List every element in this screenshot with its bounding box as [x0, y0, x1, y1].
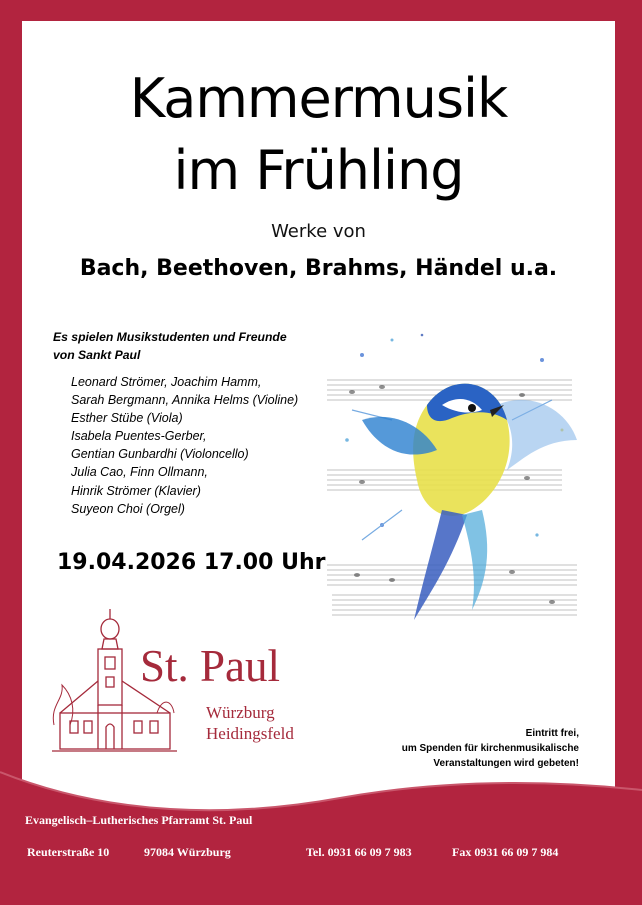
footer-fax: Fax 0931 66 09 7 984 — [452, 845, 559, 859]
admission-line: um Spenden für kirchenmusikalische — [401, 743, 579, 754]
musician-line: Hinrik Strömer (Klavier) — [71, 483, 201, 498]
footer-phone: Tel. 0931 66 09 7 983 — [306, 845, 412, 859]
logo-city-line: Heidingsfeld — [206, 724, 294, 743]
admission-line: Eintritt frei, — [525, 728, 579, 739]
musician-line: Sarah Bergmann, Annika Helms (Violine) — [71, 393, 299, 408]
musician-line: Gentian Gunbardhi (Violoncello) — [71, 447, 249, 462]
logo-city — [206, 702, 294, 744]
composers: Bach, Beethoven, Brahms, Händel u.a. — [79, 256, 558, 281]
musician-line: Julia Cao, Finn Ollmann, — [71, 465, 208, 480]
title-line-2: im Frühling — [173, 139, 464, 202]
performers-intro-line: Es spielen Musikstudenten und Freunde — [53, 330, 287, 344]
concert-datetime: 19.04.2026 17.00 Uhr — [57, 550, 326, 575]
admission-line: Veranstaltungen wird gebeten! — [433, 758, 579, 769]
footer-street: Reuterstraße 10 — [27, 845, 110, 859]
footer-city: 97084 Würzburg — [144, 845, 231, 859]
admission-note — [402, 726, 579, 771]
performers-intro-line: von Sankt Paul — [53, 348, 141, 362]
musician-line: Isabela Puentes-Gerber, — [71, 429, 207, 444]
logo-name: St. Paul — [140, 641, 281, 691]
bird-music-illustration — [322, 310, 584, 640]
musician-list — [71, 373, 298, 518]
works-intro: Werke von — [271, 221, 366, 242]
musician-line: Leonard Strömer, Joachim Hamm, — [71, 375, 262, 389]
logo-city-line: Würzburg — [206, 703, 275, 722]
musician-line: Suyeon Choi (Orgel) — [71, 501, 185, 516]
musician-line: Esther Stübe (Viola) — [71, 411, 183, 426]
performers-intro — [53, 328, 287, 364]
title-line-1: Kammermusik — [129, 67, 508, 130]
footer-organization: Evangelisch–Lutherisches Pfarramt St. Paul — [25, 813, 253, 827]
